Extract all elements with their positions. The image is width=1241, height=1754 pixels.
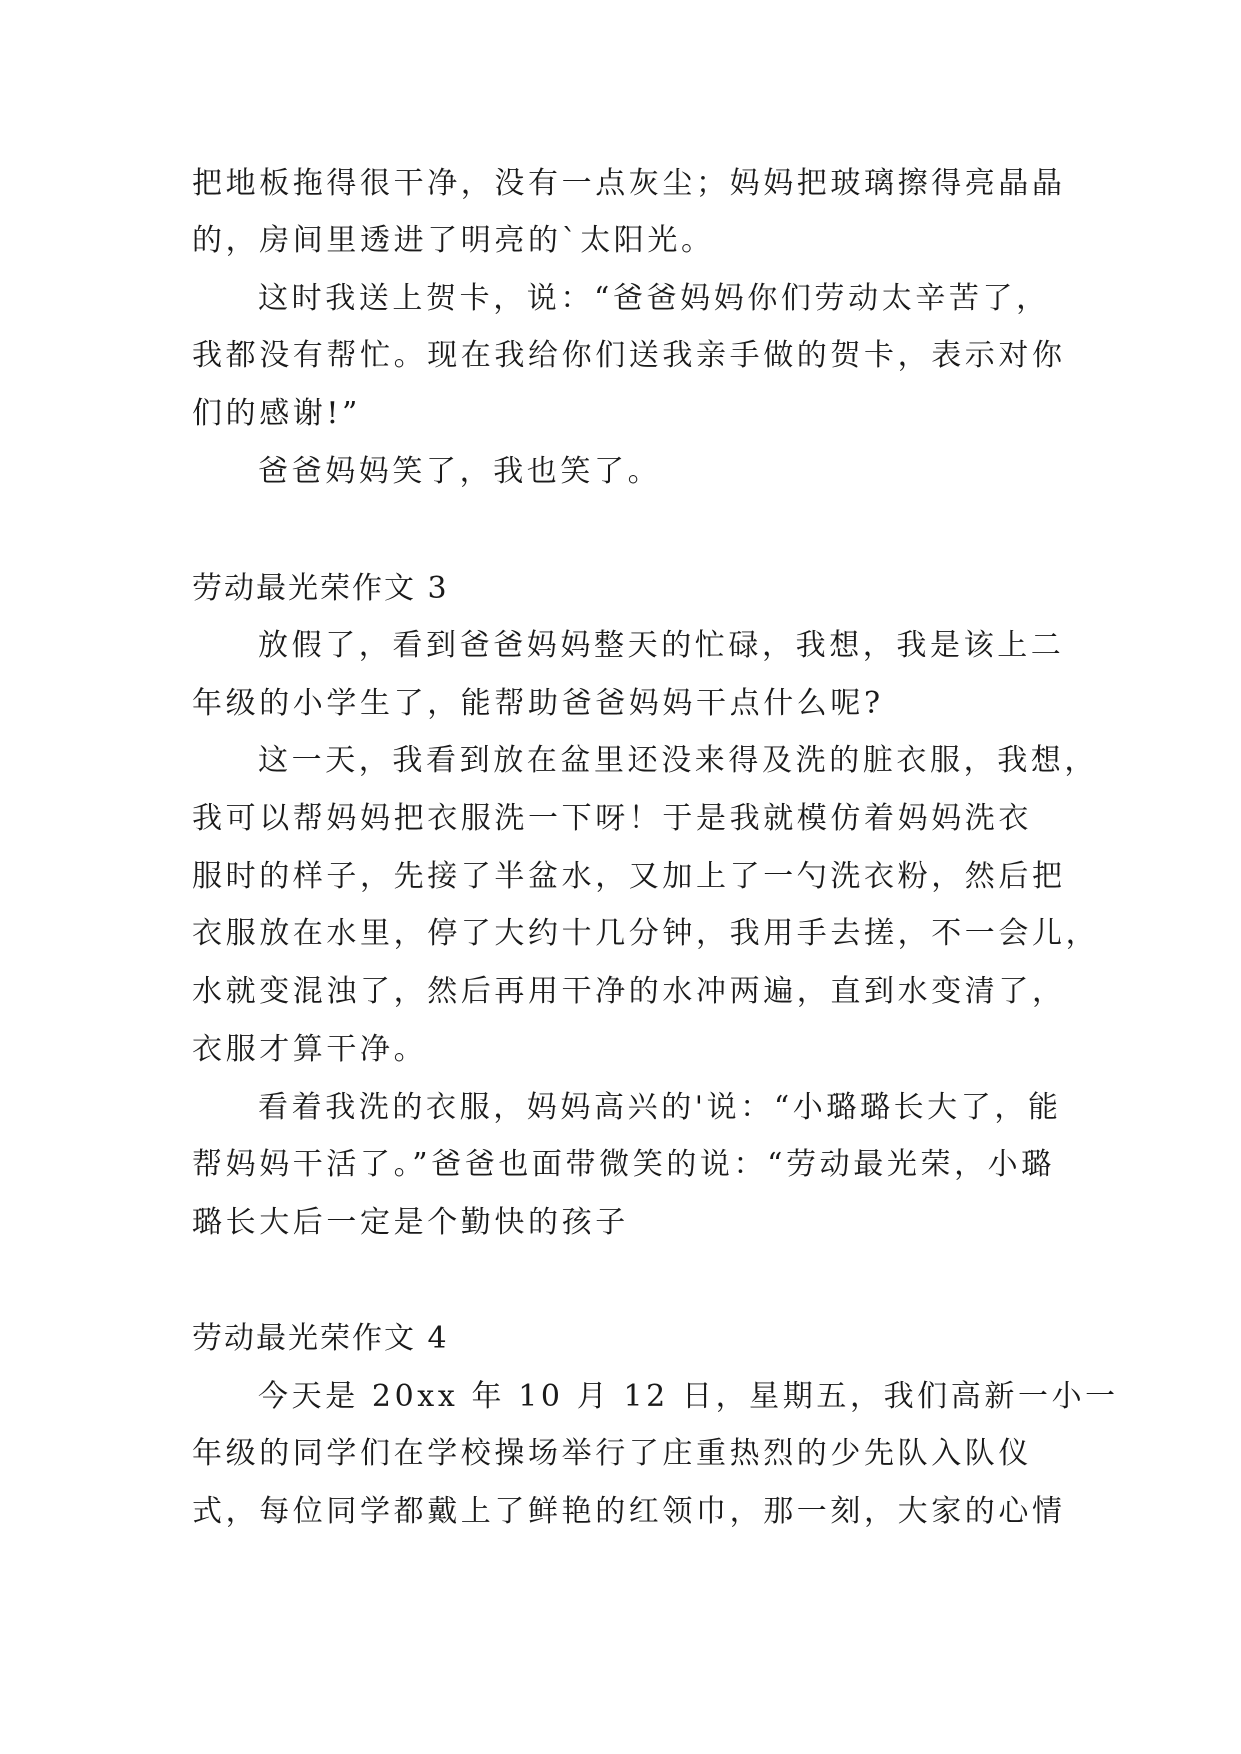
section-heading: 劳动最光荣作文 3: [192, 571, 449, 606]
paragraph-line: 式，每位同学都戴上了鲜艳的红领巾，那一刻，大家的心情: [192, 1494, 1066, 1529]
paragraph-line: 衣服才算干净。: [192, 1032, 428, 1067]
paragraph-line: 这一天，我看到放在盆里还没来得及洗的脏衣服，我想，: [258, 743, 1098, 778]
paragraph-line: 放假了，看到爸爸妈妈整天的忙碌，我想，我是该上二: [258, 628, 1065, 663]
paragraph-line: 服时的样子，先接了半盆水，又加上了一勺洗衣粉，然后把: [192, 859, 1066, 894]
paragraph-line: 看着我洗的衣服，妈妈高兴的'说：“小璐璐长大了，能: [258, 1090, 1062, 1125]
paragraph-line: 我都没有帮忙。现在我给你们送我亲手做的贺卡，表示对你: [192, 338, 1066, 373]
paragraph-line: 这时我送上贺卡，说：“爸爸妈妈你们劳动太辛苦了，: [258, 281, 1050, 316]
paragraph-line: 帮妈妈干活了。”爸爸也面带微笑的说：“劳动最光荣，小璐: [192, 1147, 1055, 1182]
section-heading: 劳动最光荣作文 4: [192, 1321, 449, 1356]
paragraph-line: 爸爸妈妈笑了，我也笑了。: [258, 454, 662, 489]
paragraph-line: 年级的同学们在学校操场举行了庄重热烈的少先队入队仪: [192, 1436, 1032, 1471]
paragraph-line: 今天是 20xx 年 10 月 12 日，星期五，我们高新一小一: [258, 1379, 1119, 1414]
paragraph-line: 们的感谢!”: [192, 396, 361, 431]
paragraph-line: 的，房间里透进了明亮的`太阳光。: [192, 223, 715, 258]
paragraph-line: 把地板拖得很干净，没有一点灰尘；妈妈把玻璃擦得亮晶晶: [192, 166, 1066, 201]
paragraph-line: 水就变混浊了，然后再用干净的水冲两遍，直到水变清了，: [192, 974, 1066, 1009]
paragraph-line: 璐长大后一定是个勤快的孩子: [192, 1205, 629, 1240]
paragraph-line: 衣服放在水里，停了大约十几分钟，我用手去搓，不一会儿，: [192, 916, 1100, 951]
paragraph-line: 我可以帮妈妈把衣服洗一下呀！于是我就模仿着妈妈洗衣: [192, 801, 1032, 836]
paragraph-line: 年级的小学生了，能帮助爸爸妈妈干点什么呢?: [192, 686, 884, 721]
